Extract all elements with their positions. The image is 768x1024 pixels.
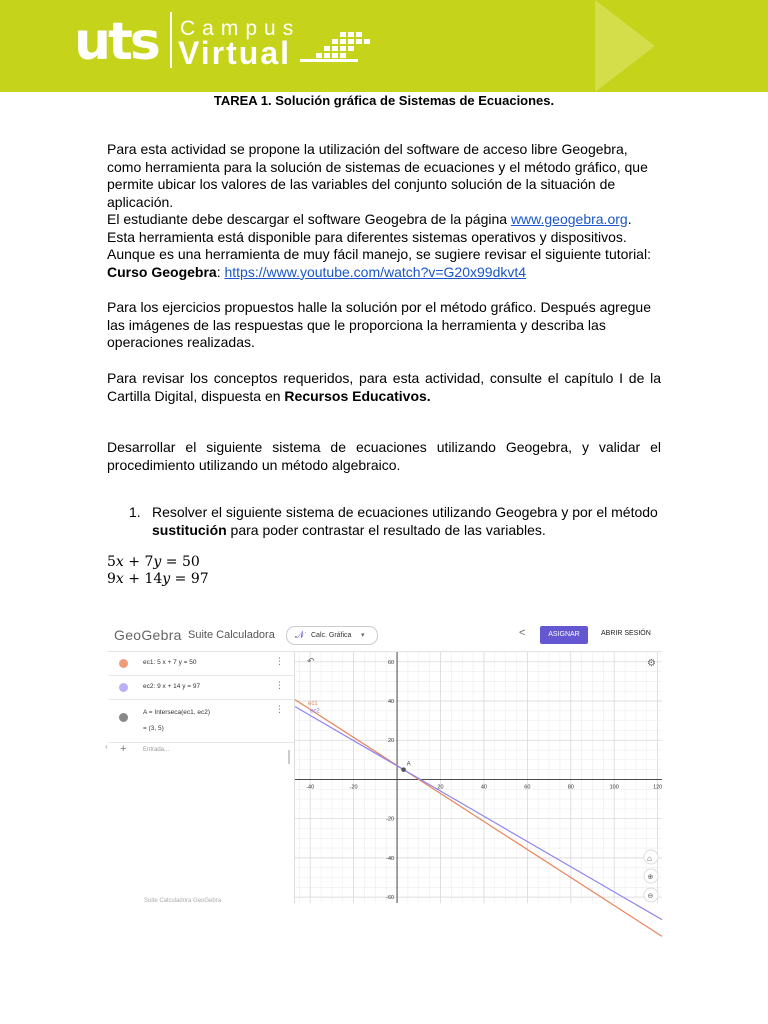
geogebra-suite-label: Suite Calculadora <box>188 629 275 641</box>
settings-gear-icon[interactable] <box>647 658 656 669</box>
geogebra-screenshot <box>105 617 663 904</box>
x-tick-label: 100 <box>609 784 619 791</box>
document-title: TAREA 1. Solución gráfica de Sistemas de Ecuaciones. <box>213 93 555 108</box>
banner-chevron <box>595 0 655 92</box>
mode-selector[interactable] <box>286 626 378 645</box>
list-item-bold: sustitución <box>152 521 227 538</box>
x-tick-label: 120 <box>653 784 663 791</box>
zoom-out-icon[interactable] <box>644 888 658 902</box>
tutorial-separator: : <box>216 263 225 280</box>
paragraph-instructions: Para los ejercicios propuestos halle la solución por el método gráfico. Después agregue las imágenes de las respuestas que le proporciona la herramienta y describa las operaciones realizadas. <box>107 299 651 350</box>
logo-pixel-grid-icon <box>296 30 376 64</box>
mode-label: Calc. Gráfica <box>311 632 352 639</box>
chevron-down-icon: ▾ <box>361 632 365 639</box>
intersection-point <box>401 767 406 772</box>
list-item-text-after: para poder contrastar el resultado de las variables. <box>226 521 546 538</box>
series-label: ec1 <box>308 701 318 708</box>
tutorial-link[interactable]: https://www.youtube.com/watch?v=G20x99dkvt4 <box>224 263 527 280</box>
tutorial-label: Curso Geogebra <box>107 263 217 280</box>
list-item-number: 1. <box>129 504 141 520</box>
list-item-text: Resolver el siguiente sistema de ecuaciones utilizando Geogebra y por el método <box>152 504 658 520</box>
y-tick-label: 20 <box>387 738 395 745</box>
resources-bold: Recursos Educativos. <box>284 387 431 404</box>
equation-1: 5x + 7y = 50 <box>107 554 200 570</box>
visibility-dot-icon[interactable] <box>119 683 128 692</box>
download-text: El estudiante debe descargar el software Geogebra de la página <box>107 211 511 227</box>
y-tick-label: -40 <box>386 855 395 862</box>
y-tick-label: 60 <box>387 659 395 666</box>
x-tick-label: 40 <box>480 784 487 791</box>
svg-text:⊖: ⊖ <box>647 893 654 900</box>
share-icon[interactable]: < <box>519 627 526 639</box>
x-tick-label: -20 <box>349 784 358 791</box>
algebra-item-text: A = Interseca(ec1, ec2) <box>143 709 211 716</box>
graphing-icon: 𝒩 <box>295 630 305 641</box>
uts-logo-text: uts <box>74 12 158 72</box>
x-tick-label: 20 <box>437 784 444 791</box>
svg-text:⌂: ⌂ <box>647 854 652 863</box>
paragraph-resources <box>107 370 661 405</box>
y-tick-label: -60 <box>386 895 395 902</box>
more-vertical-icon[interactable]: ⋮ <box>275 704 284 714</box>
equation-2: 9x + 14y = 97 <box>107 571 209 587</box>
zoom-in-icon[interactable] <box>644 869 658 883</box>
y-tick-label: 40 <box>387 699 395 706</box>
more-vertical-icon[interactable]: ⋮ <box>275 680 284 690</box>
login-button[interactable]: ABRIR SESIÓN <box>601 630 651 637</box>
algebra-item-ec1[interactable] <box>108 652 294 676</box>
point-label: A <box>406 761 411 768</box>
logo-virtual-text: Virtual <box>178 35 291 71</box>
paragraph-task: Desarrollar el siguiente sistema de ecuaciones utilizando Geogebra, y validar el procedimiento utilizando un método algebraico. <box>107 439 661 473</box>
graph-canvas[interactable] <box>295 652 662 903</box>
tutorial-suggestion: Aunque es una herramienta de muy fácil manejo, se sugiere revisar el siguiente tutorial: <box>107 246 651 262</box>
assign-button[interactable]: ASIGNAR <box>540 626 588 644</box>
svg-text:⊕: ⊕ <box>647 874 654 881</box>
visibility-dot-icon[interactable] <box>119 659 128 668</box>
line-ec1 <box>295 700 662 937</box>
logo-separator <box>170 12 172 68</box>
paragraph-intro: Para esta actividad se propone la utilización del software de acceso libre Geogebra, como herramienta para la solución de sistemas de ecuaciones y el método gráfico, que permite ubicar los valores de las variables del conjunto solución de la situación de aplicación. <box>107 141 648 210</box>
geogebra-logo: GeoGebra <box>114 627 182 643</box>
undo-icon[interactable] <box>307 656 315 666</box>
algebra-input[interactable]: Entrada... <box>143 747 170 753</box>
visibility-dot-icon[interactable] <box>119 713 128 722</box>
more-vertical-icon[interactable]: ⋮ <box>275 656 284 666</box>
list-item-1 <box>152 504 661 539</box>
algebra-item-intersection[interactable] <box>108 699 294 743</box>
algebra-item-value: = (3, 5) <box>143 725 164 732</box>
geogebra-toolbar <box>108 617 662 652</box>
line-ec2 <box>295 707 662 920</box>
geogebra-link[interactable]: www.geogebra.org <box>510 211 628 227</box>
download-text-after: . Esta herramienta está disponible para diferentes sistemas operativos y dispositivos. <box>107 211 632 245</box>
logo-campus-text: Campus <box>180 17 301 40</box>
x-tick-label: -40 <box>306 784 315 791</box>
header-banner <box>0 0 768 92</box>
y-tick-label: -20 <box>386 816 395 823</box>
panel-resize-handle[interactable] <box>288 750 290 764</box>
series-label: ec2 <box>310 708 320 715</box>
svg-text:↶: ↶ <box>307 656 315 666</box>
algebra-item-ec2[interactable] <box>108 675 294 700</box>
resources-text: Para revisar los conceptos requeridos, para esta actividad, consulte el capítulo I de la Cartilla Digital, dispuesta en <box>107 370 661 404</box>
graphics-view[interactable] <box>295 652 662 903</box>
collapse-arrow-icon[interactable]: ‹ <box>105 742 108 751</box>
algebra-panel <box>105 652 295 904</box>
paragraph-download <box>107 211 661 281</box>
algebra-item-text: ec1: 5 x + 7 y = 50 <box>143 659 197 666</box>
svg-text:⚙: ⚙ <box>647 658 656 669</box>
algebra-footer: Suite Calculadora GeoGebra <box>144 898 222 904</box>
add-icon[interactable]: + <box>120 743 127 755</box>
banner-chevron-fill <box>655 0 768 92</box>
algebra-item-text: ec2: 9 x + 14 y = 97 <box>143 683 201 690</box>
x-tick-label: 60 <box>524 784 531 791</box>
home-icon[interactable] <box>644 850 658 864</box>
x-tick-label: 80 <box>567 784 574 791</box>
